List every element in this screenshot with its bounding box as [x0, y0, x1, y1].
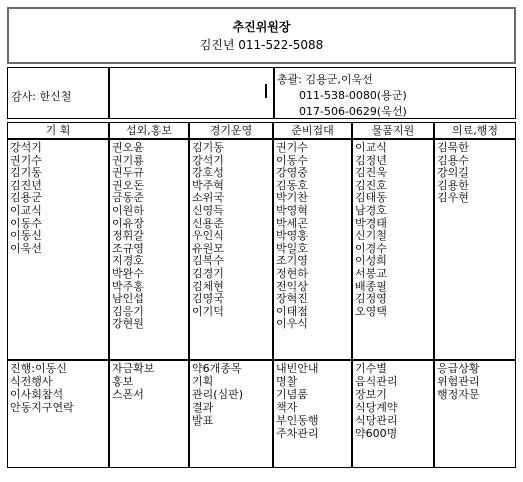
duties-supplies	[352, 360, 434, 468]
list-item: 권기수	[276, 141, 308, 154]
list-item: 박주홍	[112, 279, 144, 293]
general-manager-phone-2: 017-506-0629(욱선)	[299, 105, 407, 118]
list-item: 이태점	[276, 304, 308, 318]
list-item: 김진년	[10, 178, 42, 192]
list-item: 박경태	[355, 216, 387, 230]
column-header-supplies: 물품지원	[352, 122, 434, 139]
list-item: 김정년	[355, 153, 387, 167]
list-item: 김동호	[276, 178, 308, 192]
list-item: 장혁진	[276, 292, 308, 306]
list-item: 스폰서	[112, 388, 144, 401]
general-manager-phone-1: 011-538-0080(용군)	[299, 89, 407, 102]
list-item: 책자	[276, 401, 298, 414]
list-item: 강석기	[192, 153, 224, 167]
list-item: 이경수	[355, 241, 387, 255]
list-item: 김태동	[355, 191, 387, 205]
list-item: 신기철	[355, 229, 387, 243]
duties-medical	[434, 360, 516, 468]
auditor-cell	[7, 67, 109, 119]
list-item: 음식관리	[355, 375, 398, 388]
list-item: 금동준	[112, 191, 144, 205]
list-item: 약6개종목	[192, 362, 242, 375]
list-item: 기수별	[355, 362, 387, 375]
column-header-planning: 기 획	[7, 122, 109, 139]
title-box	[7, 7, 516, 64]
list-item: 장보기	[355, 388, 387, 401]
list-item: 위험관리	[437, 375, 480, 388]
list-item: 안동지구연락	[10, 401, 74, 414]
list-item: 신용준	[192, 216, 224, 230]
list-item: 이동신	[10, 229, 42, 243]
list-item: 강의길	[437, 166, 469, 180]
members-hospitality	[273, 139, 352, 360]
list-item: 권기룡	[112, 153, 144, 167]
list-item: 이동수	[10, 216, 42, 230]
list-item: 권기수	[10, 153, 42, 167]
list-item: 조기영	[276, 254, 308, 268]
list-item: 식당계약	[355, 401, 398, 414]
list-item: 김경기	[192, 266, 224, 280]
list-item: 유원모	[192, 241, 224, 255]
list-item: 식당관리	[355, 414, 398, 427]
list-item: 권두규	[112, 166, 144, 180]
list-item: 김복수	[192, 254, 224, 268]
list-item: 이교식	[10, 203, 42, 217]
list-item: 홍보	[112, 375, 134, 388]
list-item: 강석기	[10, 141, 42, 154]
list-item: 박영혁	[276, 203, 308, 217]
list-item: 박기찬	[276, 191, 308, 205]
list-item: 관리(심판)	[192, 388, 244, 401]
list-item: 응급상황	[437, 362, 480, 375]
list-item: 이교식	[355, 141, 387, 154]
list-item: 이기덕	[192, 304, 224, 318]
duties-operations	[189, 360, 273, 468]
list-item: 명찰	[276, 375, 298, 388]
members-operations	[189, 139, 273, 360]
list-item: 박완수	[112, 266, 144, 280]
list-item: 강영중	[276, 166, 308, 180]
list-item: 신영득	[192, 203, 224, 217]
list-item: 김영국	[192, 292, 224, 306]
list-item: 배종필	[355, 279, 387, 293]
members-planning	[7, 139, 109, 360]
list-item: 약600명	[355, 427, 398, 440]
list-item: 행정자문	[437, 388, 480, 401]
list-item: 김정영	[355, 292, 387, 306]
list-item: 결과	[192, 401, 214, 414]
column-header-operations: 경기운영	[189, 122, 273, 139]
list-item: 박영홍	[276, 229, 308, 243]
general-manager-cell	[274, 67, 516, 119]
list-item: 이욱선	[10, 241, 42, 255]
committee-chair-title: 추진위원장	[232, 20, 291, 34]
list-item: 발표	[192, 414, 214, 427]
list-item: 김응기	[112, 304, 144, 318]
list-item: 김용한	[437, 178, 469, 192]
list-item: 주차관리	[276, 427, 319, 440]
list-item: 이유장	[112, 216, 144, 230]
list-item: 김용군	[10, 191, 42, 205]
column-header-hospitality: 준비접대	[273, 122, 352, 139]
list-item: 이동수	[276, 153, 308, 167]
auditor-label: 감사: 한신철	[11, 90, 72, 103]
list-item: 이우식	[276, 317, 308, 331]
list-item: 자금확보	[112, 362, 155, 375]
list-item: 권오돈	[112, 178, 144, 192]
list-item: 김묵한	[437, 141, 469, 154]
duties-hospitality	[273, 360, 352, 468]
list-item: 기획	[192, 375, 214, 388]
list-item: 김진욱	[355, 166, 387, 180]
duties-outreach	[109, 360, 189, 468]
list-item: 권오윤	[112, 141, 144, 154]
list-item: 정휘갈	[112, 229, 144, 243]
list-item: 서봉교	[355, 266, 387, 280]
list-item: 식전행사	[10, 375, 53, 388]
members-medical	[434, 139, 516, 360]
list-item: 진행:이동신	[10, 362, 67, 375]
list-item: 김기동	[192, 141, 224, 154]
general-manager-title: 총괄: 김용군,이욱선	[277, 73, 373, 86]
list-item: 조규영	[112, 241, 144, 255]
duties-planning	[7, 360, 109, 468]
column-header-outreach: 섭외,홍보	[109, 122, 189, 139]
list-item: 박세곤	[276, 216, 308, 230]
list-item: 김진호	[355, 178, 387, 192]
list-item: 김우현	[437, 191, 469, 205]
list-item: 지경호	[112, 254, 144, 268]
text-cursor	[265, 84, 267, 98]
list-item: 오영택	[355, 304, 387, 318]
members-outreach	[109, 139, 189, 360]
list-item: 김용수	[437, 153, 469, 167]
list-item: 강호성	[192, 166, 224, 180]
list-item: 전익상	[276, 279, 308, 293]
list-item: 남경호	[355, 203, 387, 217]
list-item: 이원하	[112, 203, 144, 217]
list-item: 김체현	[192, 279, 224, 293]
list-item: 기념품	[276, 388, 308, 401]
list-item: 강현원	[112, 317, 144, 331]
list-item: 정현하	[276, 266, 308, 280]
blank-cell	[109, 67, 274, 119]
column-header-medical: 의료,행정	[434, 122, 516, 139]
list-item: 이성희	[355, 254, 387, 268]
list-item: 내빈안내	[276, 362, 319, 375]
list-item: 부인동행	[276, 414, 319, 427]
list-item: 우인식	[192, 229, 224, 243]
list-item: 소위국	[192, 191, 224, 205]
list-item: 박일호	[276, 241, 308, 255]
list-item: 김기동	[10, 166, 42, 180]
list-item: 박주혁	[192, 178, 224, 192]
list-item: 남인섭	[112, 292, 144, 306]
list-item: 이사회참석	[10, 388, 64, 401]
committee-chair-contact: 김진년 011-522-5088	[199, 38, 324, 52]
members-supplies	[352, 139, 434, 360]
